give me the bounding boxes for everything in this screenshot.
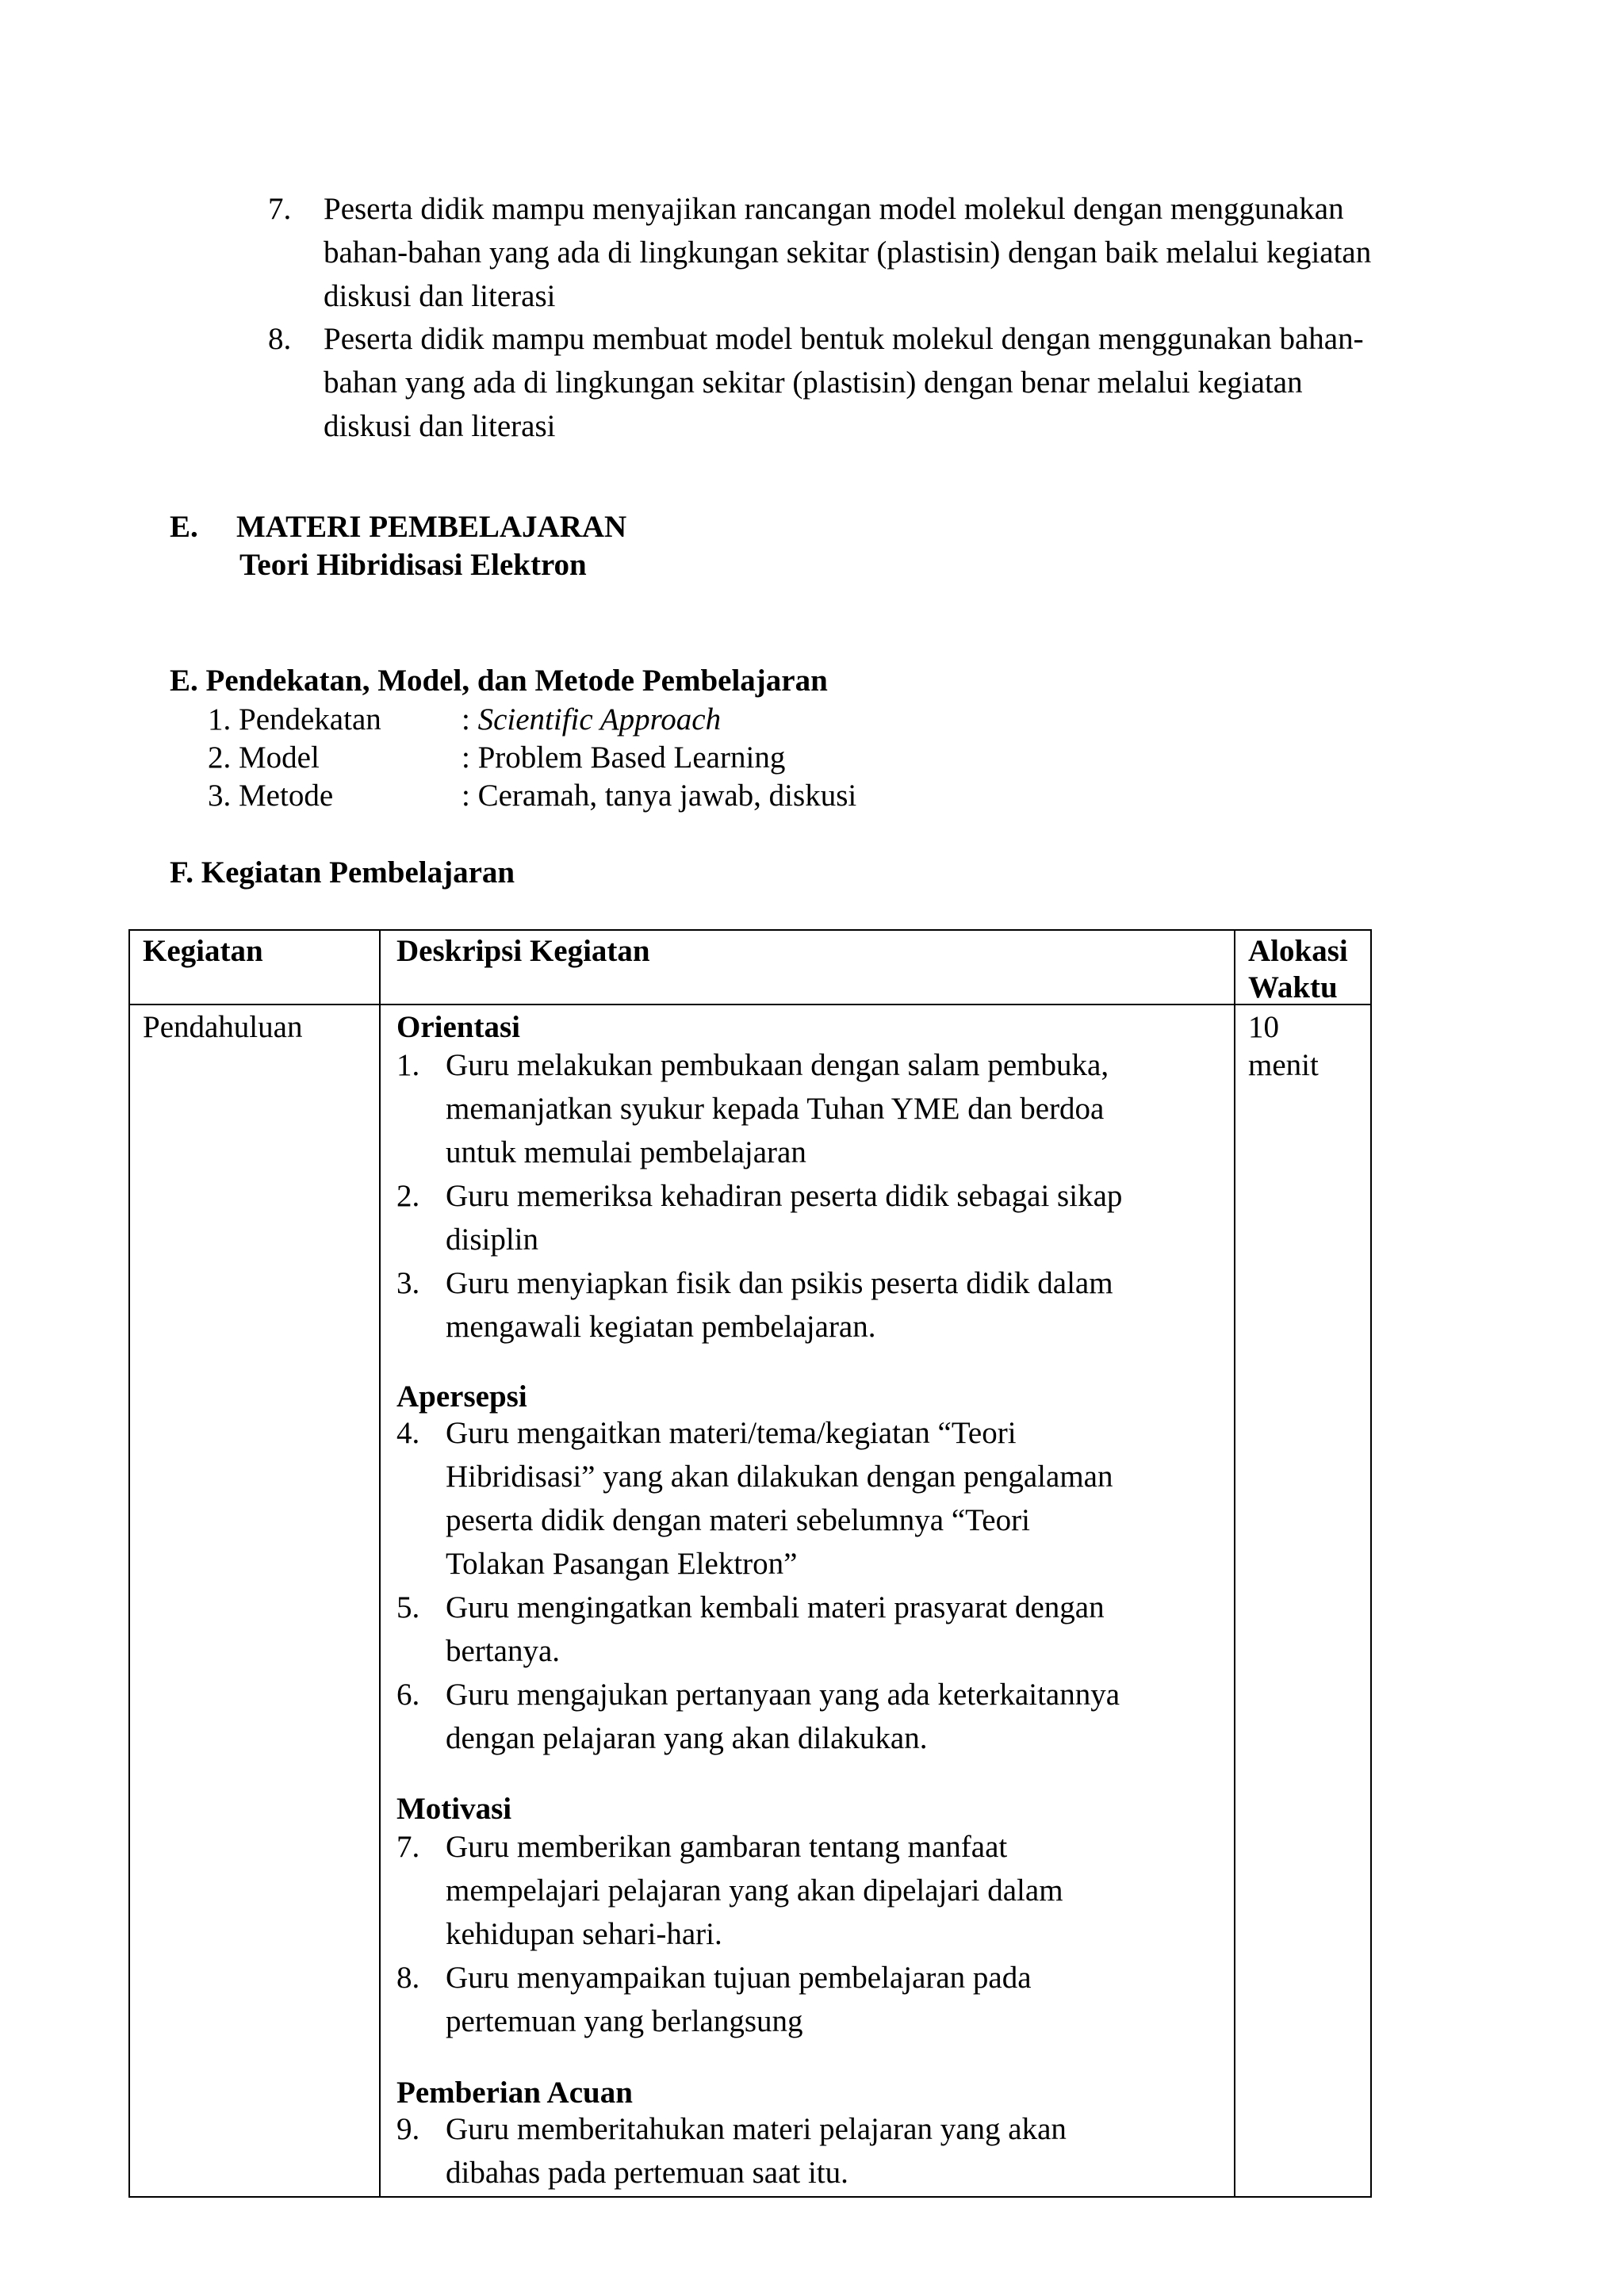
step-line: bertanya. bbox=[446, 1634, 561, 1668]
table-header-waktu: Waktu bbox=[1248, 970, 1338, 1004]
group-title-orientasi: Orientasi bbox=[396, 1010, 520, 1044]
group-title-apersepsi: Apersepsi bbox=[396, 1380, 527, 1414]
step-number: 2. bbox=[396, 1179, 420, 1213]
objective-text bbox=[324, 317, 1481, 448]
table-cell-kegiatan: Pendahuluan bbox=[143, 1010, 303, 1044]
step-line: Guru memberikan gambaran tentang manfaat bbox=[446, 1830, 1008, 1864]
step-line: dengan pelajaran yang akan dilakukan. bbox=[446, 1721, 928, 1755]
table-border bbox=[128, 929, 1372, 931]
step-number: 1. bbox=[396, 1048, 420, 1082]
table-border bbox=[379, 929, 381, 2198]
step-line: kehidupan sehari-hari. bbox=[446, 1917, 722, 1951]
method-label: 2. Model bbox=[208, 740, 320, 775]
objective-number: 8. bbox=[268, 322, 292, 356]
objective-text bbox=[324, 187, 1481, 318]
activities-table bbox=[128, 929, 1372, 2198]
step-line: Guru memeriksa kehadiran peserta didik sebagai sikap bbox=[446, 1179, 1123, 1213]
step-line: Guru menyiapkan fisik dan psikis peserta didik dalam bbox=[446, 1266, 1113, 1300]
step-number: 7. bbox=[396, 1830, 420, 1864]
step-line: Hibridisasi” yang akan dilakukan dengan pengalaman bbox=[446, 1460, 1113, 1494]
table-header-deskripsi: Deskripsi Kegiatan bbox=[396, 934, 650, 968]
objective-line: bahan-bahan yang ada di lingkungan sekitar (plastisin) dengan baik melalui kegiatan bbox=[324, 235, 1372, 270]
method-value: : Problem Based Learning bbox=[462, 740, 786, 775]
step-number: 4. bbox=[396, 1416, 420, 1450]
step-line: Guru memberitahukan materi pelajaran yang akan bbox=[446, 2112, 1067, 2146]
table-border bbox=[1234, 929, 1235, 2198]
step-line: Guru mengingatkan kembali materi prasyarat dengan bbox=[446, 1590, 1105, 1624]
step-line: pertemuan yang berlangsung bbox=[446, 2004, 803, 2038]
step-line: Guru mengajukan pertanyaan yang ada keterkaitannya bbox=[446, 1678, 1120, 1712]
section-subtitle: Teori Hibridisasi Elektron bbox=[239, 548, 587, 582]
objective-line: diskusi dan literasi bbox=[324, 279, 556, 313]
group-title-pemberian-acuan: Pemberian Acuan bbox=[396, 2076, 633, 2110]
step-line: mengawali kegiatan pembelajaran. bbox=[446, 1310, 876, 1344]
step-number: 3. bbox=[396, 1266, 420, 1300]
objective-number: 7. bbox=[268, 192, 292, 226]
group-title-motivasi: Motivasi bbox=[396, 1792, 512, 1826]
table-header-alokasi: Alokasi bbox=[1248, 934, 1348, 968]
table-border bbox=[128, 929, 130, 2198]
step-number: 5. bbox=[396, 1590, 420, 1624]
table-border bbox=[128, 2196, 1372, 2198]
step-number: 8. bbox=[396, 1961, 420, 1995]
table-cell-waktu-unit: menit bbox=[1248, 1048, 1319, 1082]
section-letter: E. bbox=[170, 510, 198, 544]
step-line: peserta didik dengan materi sebelumnya “Teori bbox=[446, 1503, 1030, 1537]
step-line: Guru mengaitkan materi/tema/kegiatan “Teori bbox=[446, 1416, 1017, 1450]
objective-line: diskusi dan literasi bbox=[324, 409, 556, 443]
table-header-kegiatan: Kegiatan bbox=[143, 934, 263, 968]
step-line: Guru menyampaikan tujuan pembelajaran pada bbox=[446, 1961, 1032, 1995]
table-border bbox=[1370, 929, 1372, 2198]
section-heading: F. Kegiatan Pembelajaran bbox=[170, 855, 515, 890]
step-line: Tolakan Pasangan Elektron” bbox=[446, 1547, 798, 1581]
step-line: disiplin bbox=[446, 1223, 539, 1257]
method-value: : Ceramah, tanya jawab, diskusi bbox=[462, 779, 857, 813]
table-border bbox=[128, 1004, 1372, 1005]
section-heading: E. Pendekatan, Model, dan Metode Pembelajaran bbox=[170, 664, 828, 698]
step-line: untuk memulai pembelajaran bbox=[446, 1135, 806, 1169]
table-cell-waktu: 10 bbox=[1248, 1010, 1279, 1044]
objective-line: Peserta didik mampu menyajikan rancangan model molekul dengan menggunakan bbox=[324, 192, 1344, 226]
step-line: dibahas pada pertemuan saat itu. bbox=[446, 2156, 848, 2190]
step-line: memanjatkan syukur kepada Tuhan YME dan berdoa bbox=[446, 1092, 1105, 1126]
step-number: 6. bbox=[396, 1678, 420, 1712]
method-label: 1. Pendekatan bbox=[208, 702, 381, 737]
section-title: MATERI PEMBELAJARAN bbox=[236, 510, 627, 544]
step-line: mempelajari pelajaran yang akan dipelajari dalam bbox=[446, 1873, 1063, 1908]
step-line: Guru melakukan pembukaan dengan salam pembuka, bbox=[446, 1048, 1109, 1082]
method-value: : Scientific Approach bbox=[462, 702, 722, 737]
objective-line: Peserta didik mampu membuat model bentuk molekul dengan menggunakan bahan- bbox=[324, 322, 1364, 356]
objective-line: bahan yang ada di lingkungan sekitar (plastisin) dengan benar melalui kegiatan bbox=[324, 365, 1303, 400]
method-label: 3. Metode bbox=[208, 779, 334, 813]
step-number: 9. bbox=[396, 2112, 420, 2146]
